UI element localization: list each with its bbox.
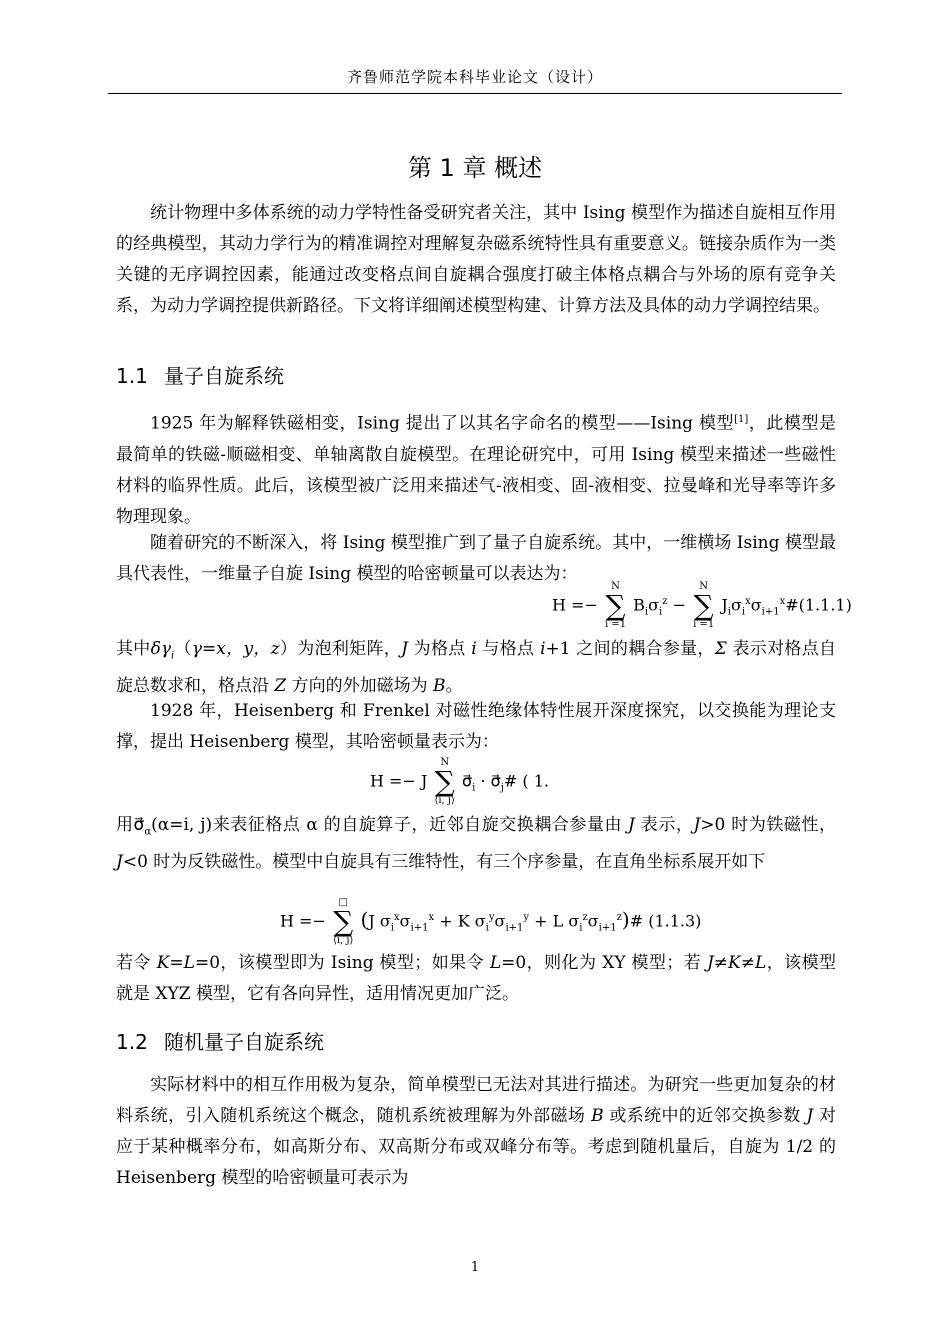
section-heading-1-1: 1.1 量子自旋系统 — [116, 364, 284, 388]
summation-symbol: N ∑ ⟨i, j⟩ — [434, 757, 455, 806]
paragraph-xyz-model: 若令 K=L=0，该模型即为 Ising 模型；如果令 L=0，则化为 XY 模型；若 J≠K≠L，该模型就是 XYZ 模型，它有各向异性，适用情况更加广泛。 — [116, 953, 836, 1004]
paragraph-random-system: 实际材料中的相互作用极为复杂，简单模型已无法对其进行描述。为研究一些更加复杂的材料系统，引入随机系统这个概念，随机系统被理解为外部磁场 B 或系统中的近邻交换参数 J 对应于某种概率分布，如高斯分布、双高斯分布或双峰分布等。考虑到随机量后，自旋为 1/2 的 Heisenberg 模型的哈密顿量可表示为 — [116, 1075, 837, 1188]
equation-1-1-3: H =− □ ∑ ⟨i, j⟩ (J $\sigma_i^x\sigma_{i+1}^x + K$ $\sigma_i^y\sigma_{i+1}^y + L$ $\sigma_i^z\sigma_{i+1}^z)\#$ (1.1.3) — [280, 897, 702, 946]
equation-1-1-2: H =− J N ∑ ⟨i, j⟩ $\sigma⃗_i$ · $\sigma⃗_j\#$ ( 1. — [370, 757, 549, 806]
intro-paragraph: 统计物理中多体系统的动力学特性备受研究者关注，其中 Ising 模型作为描述自旋相互作用的经典模型，其动力学行为的精准调控对理解复杂磁系统特性具有重要意义。链接杂质作为一类关键的无序调控因素，能通过改变格点间自旋耦合强度打破主体格点耦合与外场的原有竞争关系，为动力学调控提供新路径。下文将详细阐述模型构建、计算方法及具体的动力学调控结果。 — [116, 203, 836, 316]
chapter-title: 第 1 章 概述 — [407, 154, 543, 182]
paragraph-quantum-ising: 随着研究的不断深入，将 Ising 模型推广到了量子自旋系统。其中，一维横场 Ising 模型最具代表性，一维量子自旋 Ising 模型的哈密顿量可以表达为： — [116, 533, 836, 584]
summation-symbol: □ ∑ ⟨i, j⟩ — [332, 897, 354, 946]
paragraph-spin-operator: 用$\sigma⃗_\alpha(\alpha=i$, j)来表征格点 α 的自旋算子，近邻自旋交换耦合参量由 J 表示，J>0 时为铁磁性，J<0 时为反铁磁性。模型中自旋具有三维特性，有三个序参量，在直角坐标系展开如下 — [116, 815, 837, 873]
running-header: 齐鲁师范学院本科毕业论文（设计） — [108, 66, 842, 94]
citation-ref[interactable]: [1] — [734, 414, 749, 425]
page-number: 1 — [470, 1260, 480, 1275]
paragraph-heisenberg-history: 1928 年，Heisenberg 和 Frenkel 对磁性绝缘体特性展开深度探究，以交换能为理论支撑，提出 Heisenberg 模型，其哈密顿量表示为： — [116, 701, 836, 752]
section-heading-1-2: 1.2 随机量子自旋系统 — [116, 1030, 324, 1054]
summation-symbol: N ∑ i =1 — [604, 581, 627, 630]
paragraph-pauli-definition: 其中$\delta\gamma_i(\gamma=x$，y，z）为泡利矩阵，J 为格点 i 与格点 i+1 之间的耦合参量，Σ 表示对格点自旋总数求和，格点沿 Z 方向的外加磁场为 B。 — [116, 639, 837, 697]
equation-1-1-1: H =− N ∑ i =1 $B_i\sigma_i^z$ − N ∑ i =1 $J_i\sigma_i^x\sigma_{i+1}^x\#(1.1.1)$ — [552, 581, 852, 630]
summation-symbol: N ∑ i =1 — [693, 581, 715, 630]
paragraph-ising-history: 1925 年为解释铁磁相变，Ising 提出了以其名字命名的模型——Ising 模型[1]，此模型是最简单的铁磁-顺磁相变、单轴离散自旋模型。在理论研究中，可用 Ising 模型来描述一些磁性材料的临界性质。此后，该模型被广泛用来描述气-液相变、固-液相变、拉曼峰和光导率等许多物理现象。 — [116, 413, 837, 527]
